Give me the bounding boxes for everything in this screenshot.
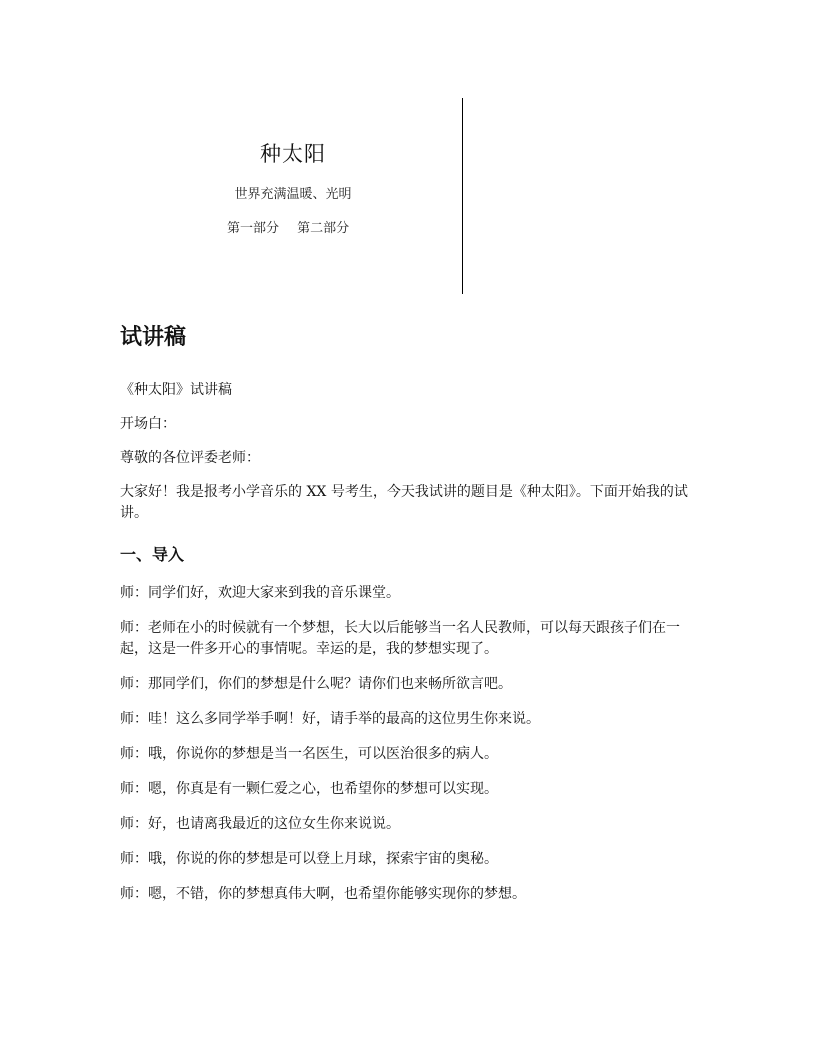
cover-part-2: 第二部分 (297, 221, 350, 236)
dialogue-line: 师：同学们好，欢迎大家来到我的音乐课堂。 (120, 585, 400, 601)
document-title: 试讲稿 (120, 325, 187, 350)
cover-title: 种太阳 (260, 142, 326, 166)
dialogue-line: 师：哇！这么多同学举手啊！好，请手举的最高的这位男生你来说。 (120, 711, 540, 727)
dialogue-line: 师：老师在小的时候就有一个梦想，长大以后能够当一名人民教师，可以每天跟孩子们在一起，这是一件多开心的事情呢。幸运的是，我的梦想实现了。 (120, 620, 680, 657)
cover-subtitle: 世界充满温暖、光明 (234, 187, 352, 202)
cover-parts (227, 217, 363, 236)
intro-paragraph: 大家好！我是报考小学音乐的 XX 号考生，今天我试讲的题目是《种太阳》。下面开始我的试讲。 (120, 484, 688, 521)
dialogue-line: 师：嗯，不错，你的梦想真伟大啊，也希望你能够实现你的梦想。 (120, 886, 526, 902)
cover-part-1: 第一部分 (227, 221, 280, 236)
intro-paragraph: 尊敬的各位评委老师： (120, 450, 260, 466)
section-heading: 一、导入 (120, 545, 185, 564)
intro-paragraph: 《种太阳》试讲稿 (120, 382, 232, 398)
document-body (120, 320, 700, 919)
intro-paragraph: 开场白： (120, 416, 176, 432)
dialogue-line: 师：哦，你说你的梦想是当一名医生，可以医治很多的病人。 (120, 746, 498, 762)
cover-block (200, 96, 464, 294)
dialogue-line: 师：那同学们，你们的梦想是什么呢？请你们也来畅所欲言吧。 (120, 676, 512, 692)
dialogue-line: 师：哦，你说的你的梦想是可以登上月球，探索宇宙的奥秘。 (120, 851, 498, 867)
dialogue-line: 师：嗯，你真是有一颗仁爱之心，也希望你的梦想可以实现。 (120, 781, 498, 797)
dialogue-line: 师：好，也请离我最近的这位女生你来说说。 (120, 816, 400, 832)
cover-vertical-divider (462, 98, 463, 294)
